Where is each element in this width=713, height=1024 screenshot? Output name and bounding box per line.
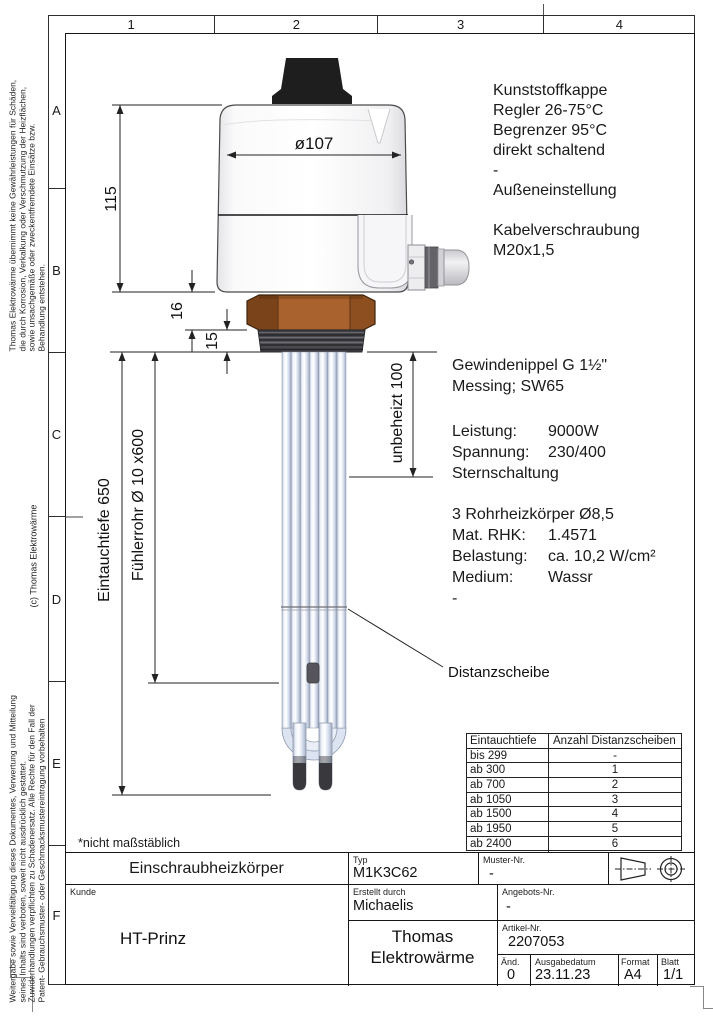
- row-label: D: [48, 517, 65, 681]
- margin-line: sowie unsachgemäße oder zweckentfremdete Einsätze bzw.: [26, 123, 36, 352]
- spec-row: [452, 527, 656, 548]
- muster-value: -: [489, 866, 494, 882]
- dim-fuehlerrohr: [130, 352, 159, 683]
- spec-row: [452, 465, 656, 486]
- margin-line: Patent- Gebrauchsmuster- oder Geschmacksmustereintragung vorbehalten: [35, 718, 46, 1002]
- threaded-nipple: [258, 330, 365, 352]
- spec-row: [452, 569, 656, 590]
- nut-facet-center: [278, 295, 350, 330]
- title-block: [65, 852, 695, 985]
- aend-value: 0: [507, 967, 516, 983]
- company-name-line2: Elektrowärme: [370, 948, 475, 967]
- spec-label: Sternschaltung: [452, 465, 559, 482]
- table-row: [467, 822, 681, 837]
- spec-label: Leistung:: [452, 423, 517, 440]
- heating-rod: [291, 352, 300, 728]
- spec-row: [452, 506, 656, 527]
- datum-value: 23.11.23: [535, 967, 591, 983]
- fold-mark-top: [543, 4, 544, 15]
- annotation-line: Kunststoffkappe: [493, 82, 608, 99]
- rod-tip: [319, 763, 332, 790]
- rod-tip-fade: [319, 756, 332, 764]
- table-cell: 4: [611, 808, 619, 821]
- spacer-table: [466, 733, 682, 851]
- gland-hex-flange: [408, 245, 425, 290]
- typ-label: Typ: [353, 855, 368, 865]
- table-cell: bis 299: [467, 749, 549, 763]
- fold-mark-bottom-right-2: [703, 986, 704, 1008]
- spec-value: 1.4571: [548, 527, 597, 544]
- annotation-line: Außeneinstellung: [493, 182, 617, 199]
- dim-eintauchtiefe: [96, 352, 126, 795]
- nut-facet-left: [247, 295, 278, 330]
- dim-15: [204, 309, 231, 374]
- annotation-line: [493, 202, 640, 222]
- kunde-value: HT-Prinz: [120, 929, 187, 948]
- dim-fuehlerrohr-label: Fühlerrohr Ø 10 x600: [130, 428, 147, 582]
- dim-115: [103, 105, 124, 292]
- table-row: [467, 749, 681, 764]
- row-label: F: [52, 907, 61, 923]
- row-label: A: [48, 33, 65, 189]
- spec-label: 3 Rohrheizkörper Ø8,5: [452, 506, 614, 523]
- table-header-anzahl: Anzahl Distanzscheiben: [553, 734, 676, 747]
- gland-ring: [425, 247, 438, 288]
- heating-rod: [328, 352, 337, 728]
- artikel-label: Artikel-Nr.: [502, 923, 542, 933]
- spec-row: [452, 444, 656, 465]
- dim-115-label: 115: [103, 186, 120, 212]
- rod-tip-fade: [293, 756, 306, 764]
- row-label-strip: [48, 33, 65, 985]
- kunde-label: Kunde: [70, 887, 97, 897]
- row-label: C: [48, 353, 65, 517]
- artikel-value: 2207053: [508, 934, 565, 950]
- spec-value: 230/400: [548, 444, 606, 461]
- spec-row: [452, 548, 656, 569]
- company-name-line1: Thomas: [391, 927, 454, 946]
- column-label: 2: [215, 15, 378, 33]
- table-header-eintauchtiefe: Eintauchtiefe: [467, 734, 549, 748]
- dim-16: [169, 270, 196, 352]
- distanzscheibe-label: Distanzscheibe: [448, 664, 550, 681]
- table-row: [467, 778, 681, 793]
- column-label: 1: [48, 15, 215, 33]
- gland-screw: [409, 260, 413, 264]
- heating-rod: [319, 352, 328, 728]
- rod-tip: [293, 763, 306, 790]
- spec-label: Belastung:: [452, 548, 528, 565]
- dim-15-label: 15: [204, 332, 221, 350]
- gland-dome: [444, 250, 469, 285]
- annotation-line: Begrenzer 95°C: [493, 122, 608, 139]
- format-value: A4: [624, 967, 642, 983]
- annotation-line: -: [493, 162, 499, 179]
- cable-gland: [408, 245, 469, 290]
- adjustment-knob: [272, 58, 352, 104]
- table-cell: ab 1500: [467, 807, 549, 821]
- table-cell: ab 700: [467, 778, 549, 792]
- margin-line: die durch Korrosion, Verkalkung oder Verschmutzung der Heizflächen,: [16, 86, 27, 352]
- sensor-tube-end: [307, 663, 319, 683]
- hex-nut: [247, 295, 375, 330]
- column-label: 3: [378, 15, 543, 33]
- spec-annotation-block: [452, 357, 656, 611]
- column-label-strip: [48, 15, 695, 33]
- dim-unbeheizt-label: unbeheizt 100: [389, 362, 406, 464]
- dim-107-label: ø107: [294, 134, 334, 153]
- muster-label: Muster-Nr.: [483, 855, 526, 865]
- nipple-body: [258, 330, 365, 352]
- projection-symbol-icon: [613, 856, 693, 883]
- margin-disclaimer-bottom: [8, 675, 46, 1002]
- spec-value: 9000W: [548, 423, 599, 440]
- spec-label: Medium:: [452, 569, 514, 586]
- annotation-line: Regler 26-75°C: [493, 102, 604, 119]
- margin-line: Thomas Elektrowärme übernimmt keine Gewährleistungen für Schäden,: [7, 79, 17, 352]
- gland-collar: [438, 249, 444, 286]
- table-row: [467, 793, 681, 808]
- datum-label: Ausgabedatum: [535, 957, 596, 967]
- format-label: Format: [621, 957, 650, 967]
- table-cell: ab 1050: [467, 793, 549, 807]
- annotation-line: M20x1,5: [493, 242, 555, 259]
- angebot-value: -: [506, 899, 511, 915]
- heating-rod: [337, 352, 346, 728]
- aend-label: Änd.: [501, 957, 520, 967]
- distanzscheibe-leader: [348, 609, 550, 681]
- table-cell: 6: [611, 838, 619, 851]
- table-cell: ab 300: [467, 763, 549, 777]
- spec-row: [452, 357, 656, 378]
- dim-unbeheizt: [389, 352, 417, 477]
- margin-line: Zuwiderhandlungen verpflichten zu Schadenersatz. Alle Rechte für den Fall der: [26, 703, 36, 1002]
- angebot-label: Angebots-Nr.: [502, 887, 555, 897]
- margin-disclaimer-top: [8, 35, 46, 352]
- table-cell: 1: [611, 764, 619, 777]
- margin-line: Behandlung entstehen.: [35, 264, 46, 352]
- cap-annotation-block: [493, 82, 640, 262]
- product-title: Einschraubheizkörper: [129, 860, 284, 877]
- table-row: [467, 763, 681, 778]
- table-cell: ab 1950: [467, 822, 549, 836]
- spec-row: [452, 590, 656, 611]
- column-label: 4: [615, 16, 623, 32]
- typ-value: M1K3C62: [353, 865, 418, 881]
- dim-16-label: 16: [169, 302, 186, 320]
- spec-value: ca. 10,2 W/cm²: [548, 548, 656, 565]
- row-label: E: [48, 682, 65, 846]
- blatt-value: 1/1: [663, 967, 684, 983]
- table-row: [467, 807, 681, 822]
- nut-facet-right: [350, 295, 375, 330]
- fold-mark-bottom-right: [690, 986, 703, 987]
- spec-label: Messing; SW65: [452, 378, 565, 395]
- annotation-line: Kabelverschraubung: [493, 222, 640, 239]
- table-cell: -: [613, 749, 617, 762]
- erstellt-value: Michaelis: [353, 898, 414, 914]
- spec-label: -: [452, 590, 458, 607]
- spec-row: [452, 423, 656, 444]
- scale-note: *nicht maßstäblich: [78, 836, 181, 850]
- blatt-label: Blatt: [661, 957, 680, 967]
- spec-label: Mat. RHK:: [452, 527, 526, 544]
- table-cell: 2: [611, 778, 619, 791]
- sensor-cover: [358, 215, 412, 288]
- annotation-line: direkt schaltend: [493, 142, 606, 159]
- table-cell: 3: [611, 793, 619, 806]
- margin-copyright: (c) Thomas Elektrowärme: [28, 504, 38, 608]
- dim-eintauchtiefe-label: Eintauchtiefe 650: [96, 478, 113, 602]
- table-header-row: [467, 734, 681, 749]
- spec-row: [452, 378, 656, 399]
- spec-label: Gewindenippel G 1½": [452, 357, 608, 374]
- margin-line: seines Inhalts sind verboten, soweit nicht ausdrücklich gestattet.: [16, 760, 27, 1002]
- spec-label: Spannung:: [452, 444, 530, 461]
- row-label: B: [48, 189, 65, 353]
- heating-rod: [282, 352, 291, 728]
- margin-line: Weitergabe sowie Vervielfältigung dieses Dokumentes, Verwertung und Mitteilung: [7, 694, 17, 1002]
- heating-rods: [281, 352, 347, 790]
- table-cell: 5: [611, 822, 619, 835]
- table-cell: ab 2400: [467, 837, 549, 852]
- erstellt-label: Erstellt durch: [353, 887, 406, 897]
- spec-value: Wassr: [548, 569, 593, 586]
- fold-mark-bottom-right-3: [703, 1008, 713, 1009]
- table-row: [467, 837, 681, 852]
